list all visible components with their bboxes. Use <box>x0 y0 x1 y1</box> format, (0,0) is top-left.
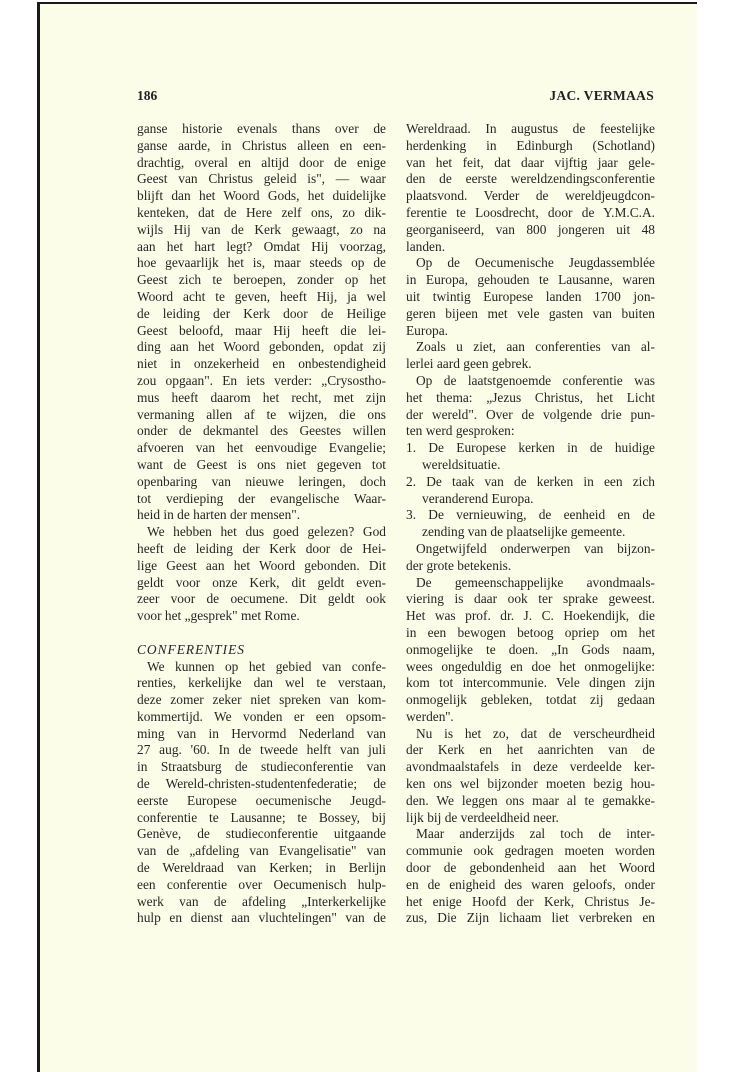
text-line: herdenking in Edinburgh (Schotland) <box>406 137 655 153</box>
left-text-column <box>137 121 386 927</box>
text-line: Genève, de studieconferentie uitgaande <box>137 826 386 842</box>
text-line: heid in de harten der mensen". <box>137 507 301 523</box>
paragraph <box>137 121 386 524</box>
text-line: ten werd gesproken: <box>406 423 515 439</box>
text-line: heeft de leiding der Kerk door de Hei- <box>137 540 386 556</box>
text-line: den. We leggen ons maar al te gemakke- <box>406 792 655 808</box>
text-line: wees ongeduldig en doe het onmogelijke: <box>406 658 655 674</box>
text-line: zus, Die Zijn lichaam liet verbreken en <box>406 910 655 926</box>
text-line: eerste Europese oecumenische Jeugd- <box>137 792 386 808</box>
text-line: Woord acht te geven, heeft Hij, ja wel <box>137 288 386 304</box>
text-line: georganiseerd, van 800 jongeren uit 48 <box>406 221 655 237</box>
text-line: aan het hart legt? Omdat Hij voorzag, <box>137 238 386 254</box>
text-line: tot verdieping der evangelische Waar- <box>137 490 386 506</box>
text-line: kom tot intercommunie. Vele dingen zijn <box>406 675 655 691</box>
text-line: werk van de afdeling „Interkerkelijke <box>137 893 386 909</box>
text-line: plaatsvond. Verder de wereldjeugdcon- <box>406 188 655 204</box>
text-line: Europa. <box>406 322 449 338</box>
paragraph <box>406 541 655 575</box>
text-line: de Wereldraad van Kerken; in Berlijn <box>137 860 386 876</box>
text-line: De gemeenschappelijke avondmaals- <box>416 574 655 590</box>
text-line: Ongetwijfeld onderwerpen van bijzon- <box>416 540 655 556</box>
text-line: 3. De vernieuwing, de eenheid en de <box>406 507 655 523</box>
text-line: afvoeren van het eenvoudige Evangelie; <box>137 440 386 456</box>
text-line: der grote betekenis. <box>406 557 512 573</box>
right-text-column <box>406 121 655 927</box>
text-line: vermaning allen af te wijzen, die ons <box>137 406 386 422</box>
paragraph <box>406 339 655 373</box>
text-line: blijft dan het Woord Gods, het duidelijke <box>137 188 386 204</box>
text-line: van de „afdeling van Evangelisatie" van <box>137 843 386 859</box>
running-header-author: JAC. VERMAAS <box>549 88 654 103</box>
text-line: Maar anderzijds zal toch de inter- <box>416 826 655 842</box>
text-line: den de eerste wereldzendingsconferentie <box>406 171 655 187</box>
text-line: Op de laatstgenoemde conferentie was <box>416 372 655 388</box>
text-line: 2. De taak van de kerken in een zich <box>406 473 655 489</box>
text-line: het enige Hoofd der Kerk, Christus Je- <box>406 893 655 909</box>
paragraph <box>406 826 655 927</box>
text-line: communie ook gedragen moeten worden <box>406 843 655 859</box>
text-line: Geest beloofd, maar Hij heeft die lei- <box>137 322 386 338</box>
text-line: wijls Hij van de Kerk gewaagt, zo na <box>137 221 386 237</box>
paragraph <box>137 524 386 625</box>
text-line: de leiding der Kerk door de Heilige <box>137 305 386 321</box>
text-line: van het feit, dat daar vijftig jaar gele- <box>406 154 655 170</box>
paragraph <box>406 255 655 339</box>
text-line: Geest zich te beroepen, zonder op het <box>137 272 386 288</box>
text-line: hulp en dienst aan vluchtelingen" van de <box>137 910 386 926</box>
text-line: Het was prof. dr. J. C. Hoekendijk, die <box>406 608 655 624</box>
text-line: ganse historie evenals thans over de <box>137 121 386 136</box>
text-line: landen. <box>406 238 446 254</box>
text-line: conferentie te Lausanne; te Bossey, bij <box>137 809 386 825</box>
text-line: 1. De Europese kerken in de huidige <box>406 440 655 456</box>
page-number: 186 <box>137 88 158 103</box>
section-heading: CONFERENTIES <box>137 641 245 657</box>
text-line: de Wereld-christen-studentenfederatie; de <box>137 776 386 792</box>
paragraph <box>406 121 655 255</box>
text-line: zending van de plaatselijke gemeente. <box>422 524 626 540</box>
text-line: kenteken, dat de Here zelf ons, zo dik- <box>137 204 386 220</box>
text-line: drachtig, overal en altijd door de enige <box>137 154 386 170</box>
text-line: lijk bij de verdeeldheid neer. <box>406 809 559 825</box>
text-line: kommertijd. We vonden er een opsom- <box>137 708 386 724</box>
paragraph <box>406 575 655 726</box>
text-line: in Europa, gehouden te Lausanne, waren <box>406 272 655 288</box>
text-line: in Straatsburg de studieconferentie van <box>137 759 386 775</box>
text-line: hoe gevaarlijk het is, maar steeds op de <box>137 255 386 271</box>
text-line: der Kerk en het aanrichten van de <box>406 742 655 758</box>
text-line: lerlei aard geen gebrek. <box>406 356 532 372</box>
text-line: ming van in Hervormd Nederland van <box>137 725 386 741</box>
paragraph <box>406 373 655 440</box>
text-line: renties, kerkelijke dan wel te verstaan, <box>137 675 386 691</box>
text-line: 27 aug. '60. In de tweede helft van juli <box>137 742 386 758</box>
list-item <box>406 507 655 541</box>
text-line: Op de Oecumenische Jeugdassemblée <box>416 255 655 271</box>
text-line: ferentie te Loosdrecht, door de Y.M.C.A. <box>406 204 655 220</box>
text-line: door de gebondenheid aan het Woord <box>406 860 655 876</box>
text-line: het thema: „Jezus Christus, het Licht <box>406 389 655 405</box>
list-item <box>406 440 655 474</box>
text-line: We hebben het dus goed gelezen? God <box>147 524 386 540</box>
text-line: geren bijeen met vele gasten van buiten <box>406 305 655 321</box>
text-line: en de enigheid des waren geloofs, onder <box>406 876 655 892</box>
text-line: We kunnen op het gebied van confe- <box>147 658 386 674</box>
text-line: deze zomer zeker niet spreken van kom- <box>137 692 386 708</box>
text-line: ken ons wel bijzonder moeten bezig hou- <box>406 776 655 792</box>
text-line: niet in onzekerheid en onbestendigheid <box>137 356 386 372</box>
text-line: uit twintig Europese landen 1700 jon- <box>406 288 655 304</box>
text-line: wereldsituatie. <box>422 456 501 472</box>
text-line: der wereld". Over de volgende drie pun- <box>406 406 655 422</box>
text-line: want de Geest is ons niet gegeven tot <box>137 456 386 472</box>
text-line: avondmaalstafels in deze verdeelde ker- <box>406 759 655 775</box>
text-line: Wereldraad. In augustus de feestelijke <box>406 121 655 136</box>
paragraph <box>137 659 386 928</box>
list-item <box>406 474 655 508</box>
text-line: werden''. <box>406 708 454 724</box>
text-line: zeer voor de oecumene. Dit geldt ook <box>137 591 386 607</box>
text-line: voor het „gesprek" met Rome. <box>137 608 300 624</box>
text-line: Zoals u ziet, aan conferenties van al- <box>416 339 655 355</box>
text-line: onder de dekmantel des Geestes willen <box>137 423 386 439</box>
text-line: zou opgaan". En iets verder: „Crysostho- <box>137 372 386 388</box>
text-line: openbaring van nieuwe leringen, doch <box>137 473 386 489</box>
text-line: ding aan het Woord gebonden, opdat zij <box>137 339 386 355</box>
text-line: viering is daar ook ter sprake geweest. <box>406 591 655 607</box>
text-line: Geest van Christus geleid is", — waar <box>137 171 386 187</box>
text-line: mus heeft daarom het recht, met zijn <box>137 389 386 405</box>
text-line: een conferentie over Oecumenisch hulp- <box>137 876 386 892</box>
text-line: ganse aarde, in Christus alleen en een- <box>137 137 386 153</box>
text-line: geldt voor onze Kerk, dit geldt even- <box>137 574 386 590</box>
paragraph <box>406 726 655 827</box>
text-line: in een bewogen betoog opriep om het <box>406 624 655 640</box>
text-line: lige Geest aan het Woord gebonden. Dit <box>137 557 386 573</box>
text-line: veranderend Europa. <box>422 490 534 506</box>
text-line: Nu is het zo, dat de verscheurdheid <box>416 725 655 741</box>
text-line: onmogelijke te doen. „In Gods naam, <box>406 641 655 657</box>
text-line: onmogelijk gebleken, totdat zij gedaan <box>406 692 655 708</box>
